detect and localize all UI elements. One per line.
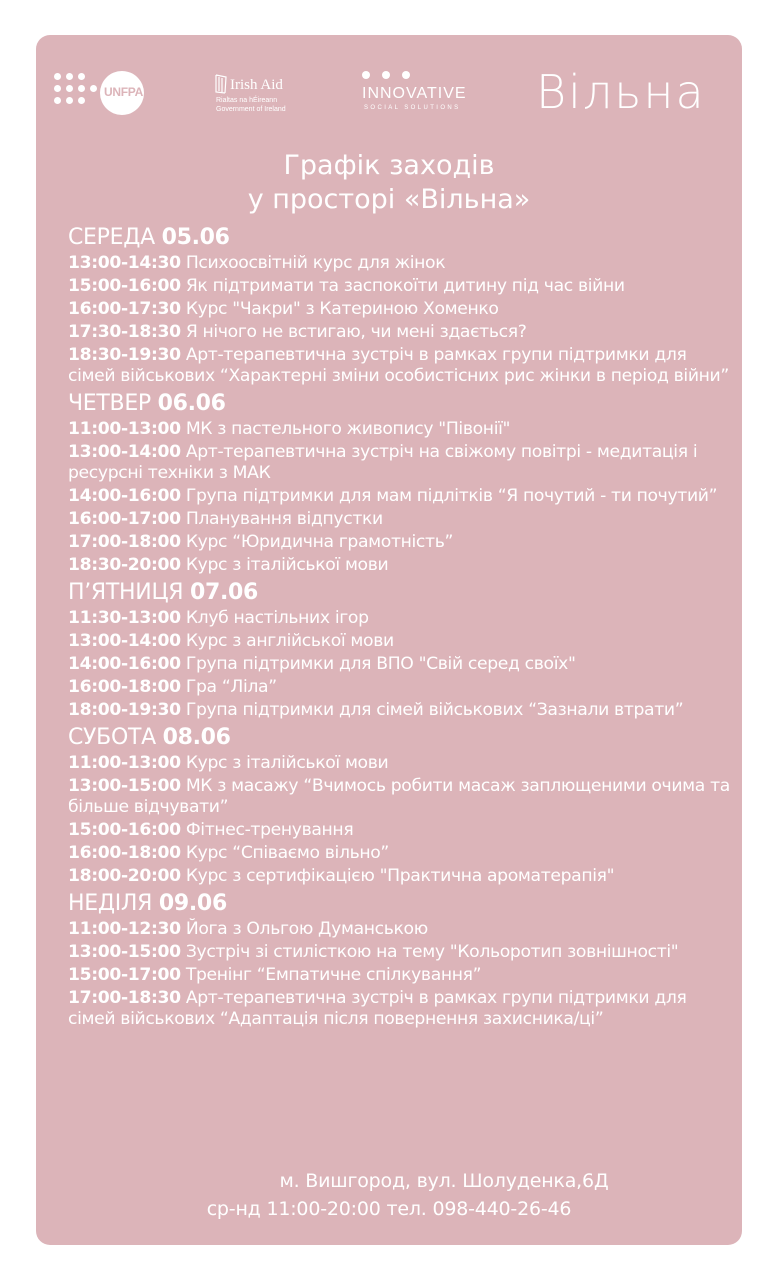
page-title-line1: Графік заходів — [283, 150, 495, 181]
event-title: Курс з сертифікацією "Практична ароматерапія" — [185, 866, 615, 886]
day-date: 09.06 — [158, 891, 227, 916]
event-time: 11:00-13:00 — [68, 753, 181, 773]
event-title: Планування відпустки — [185, 509, 383, 529]
event-title: Арт-терапевтична зустріч в рамках групи підтримки для сімей військових “Характерні зміни особистісних рис жінки в період війни” — [68, 345, 729, 386]
event-time: 16:00-18:00 — [68, 677, 181, 697]
unfpa-logo — [54, 71, 154, 115]
schedule — [68, 221, 738, 1032]
day-heading — [68, 724, 738, 752]
event-title: Курс з італійської мови — [185, 753, 389, 773]
event-item — [68, 942, 738, 963]
event-time: 16:00-18:00 — [68, 843, 181, 863]
logo-bar — [36, 35, 742, 145]
day-name: СУБОТА — [68, 725, 156, 750]
event-title: Курс “Співаємо вільно” — [185, 843, 389, 863]
event-time: 13:00-14:00 — [68, 442, 181, 462]
event-time: 14:00-16:00 — [68, 486, 181, 506]
event-time: 11:00-12:30 — [68, 919, 181, 939]
event-item — [68, 843, 738, 864]
event-item — [68, 608, 738, 629]
event-title: Фітнес-тренування — [185, 820, 354, 840]
innovative-logo — [362, 69, 492, 119]
footer-address: м. Вишгород, вул. Шолуденка,6Д — [279, 1170, 609, 1192]
day-date: 06.06 — [157, 391, 226, 416]
event-item — [68, 486, 738, 507]
event-item — [68, 299, 738, 320]
footer-hours-line — [36, 1197, 742, 1221]
harp-icon — [214, 73, 228, 100]
event-title: Як підтримати та заспокоїти дитину під час війни — [185, 276, 625, 296]
event-time: 18:30-20:00 — [68, 555, 181, 575]
event-time: 11:30-13:00 — [68, 608, 181, 628]
event-time: 13:00-14:00 — [68, 631, 181, 651]
event-item — [68, 345, 738, 387]
event-title: Зустріч зі стилісткою на тему "Кольоротип зовнішності" — [185, 942, 679, 962]
event-time: 16:00-17:30 — [68, 299, 181, 319]
event-title: Арт-терапевтична зустріч на свіжому повітрі - медитація і ресурсні техніки з МАК — [68, 442, 698, 483]
event-time: 16:00-17:00 — [68, 509, 181, 529]
event-item — [68, 276, 738, 297]
day-name: ЧЕТВЕР — [68, 391, 151, 416]
event-item — [68, 555, 738, 576]
event-time: 17:30-18:30 — [68, 322, 181, 342]
event-title: Йога з Ольгою Думанською — [185, 919, 428, 939]
event-item — [68, 253, 738, 274]
event-title: Курс з італійської мови — [185, 555, 389, 575]
event-title: Курс з англійської мови — [185, 631, 394, 651]
event-item — [68, 677, 738, 698]
event-item — [68, 919, 738, 940]
event-item — [68, 322, 738, 343]
footer-phone: тел. 098-440-26-46 — [386, 1198, 572, 1220]
event-item — [68, 631, 738, 652]
event-title: Група підтримки для мам підлітків “Я почутий - ти почутий” — [185, 486, 718, 506]
dots-grid-icon — [54, 73, 98, 113]
event-time: 13:00-14:30 — [68, 253, 181, 273]
event-time: 18:00-19:30 — [68, 700, 181, 720]
event-title: Курс "Чакри" з Катериною Хоменко — [185, 299, 499, 319]
event-time: 11:00-13:00 — [68, 419, 181, 439]
event-title: Тренінг “Емпатичне спілкування” — [185, 965, 482, 985]
day-heading — [68, 890, 738, 918]
event-item — [68, 419, 738, 440]
irish-aid-line1: Rialtas na hÉireann — [216, 97, 278, 104]
event-time: 15:00-16:00 — [68, 820, 181, 840]
footer-hours: ср-нд 11:00-20:00 — [206, 1198, 381, 1220]
event-item — [68, 532, 738, 553]
day-date: 05.06 — [161, 225, 230, 250]
event-title: Я нічого не встигаю, чи мені здається? — [185, 322, 527, 342]
irish-aid-line2: Government of Ireland — [216, 106, 286, 113]
event-title: Курс “Юридична грамотність” — [185, 532, 454, 552]
page-title-line2: у просторі «Вільна» — [247, 184, 531, 215]
event-time: 13:00-15:00 — [68, 776, 181, 796]
innovative-subtitle: SOCIAL SOLUTIONS — [364, 105, 461, 111]
day-heading — [68, 390, 738, 418]
event-time: 15:00-17:00 — [68, 965, 181, 985]
event-item — [68, 509, 738, 530]
unfpa-label: UNFPA — [104, 85, 143, 99]
innovative-title: INNOVATIVE — [362, 85, 467, 102]
event-title: Група підтримки для сімей військових “Зазнали втрати” — [185, 700, 684, 720]
irish-aid-title: Irish Aid — [230, 77, 283, 93]
event-time: 14:00-16:00 — [68, 654, 181, 674]
event-time: 18:30-19:30 — [68, 345, 181, 365]
event-item — [68, 988, 738, 1030]
event-item — [68, 442, 738, 484]
event-time: 15:00-16:00 — [68, 276, 181, 296]
day-heading — [68, 224, 738, 252]
day-name: НЕДІЛЯ — [68, 891, 153, 916]
day-name: П’ЯТНИЦЯ — [68, 580, 184, 605]
event-time: 17:00-18:00 — [68, 532, 181, 552]
event-time: 17:00-18:30 — [68, 988, 181, 1008]
day-date: 07.06 — [189, 580, 259, 605]
event-item — [68, 776, 738, 818]
event-item — [68, 820, 738, 841]
event-item — [68, 965, 738, 986]
event-time: 18:00-20:00 — [68, 866, 181, 886]
poster-card — [36, 35, 742, 1245]
irish-aid-logo — [214, 73, 324, 121]
event-title: Гра “Ліла” — [185, 677, 277, 697]
event-item — [68, 700, 738, 721]
event-title: Арт-терапевтична зустріч в рамках групи підтримки для сімей військових “Адаптація після повернення захисника/ці” — [68, 988, 687, 1029]
event-title: МК з пастельного живопису "Півонії" — [185, 419, 511, 439]
event-title: МК з масажу “Вчимось робити масаж заплющеними очима та більше відчувати” — [68, 776, 730, 817]
event-title: Група підтримки для ВПО "Свій серед своїх" — [185, 654, 576, 674]
day-heading — [68, 579, 738, 607]
event-title: Психоосвітній курс для жінок — [185, 253, 446, 273]
event-item — [68, 866, 738, 887]
day-name: СЕРЕДА — [68, 225, 155, 250]
event-title: Клуб настільних ігор — [185, 608, 369, 628]
brand-logo: Вільна — [536, 65, 706, 119]
event-item — [68, 753, 738, 774]
day-date: 08.06 — [162, 725, 231, 750]
event-time: 13:00-15:00 — [68, 942, 181, 962]
event-item — [68, 654, 738, 675]
